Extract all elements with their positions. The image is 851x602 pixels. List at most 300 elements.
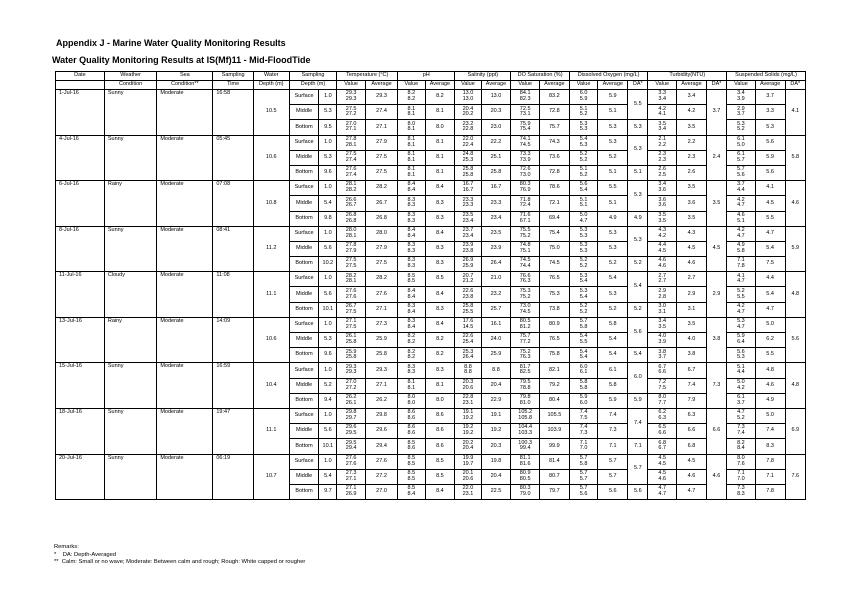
turbidity-values bbox=[648, 120, 677, 135]
ss-values-1: 5.7 bbox=[737, 166, 745, 173]
do-average: 5.4 bbox=[598, 348, 628, 363]
temp-values-2: 27.5 bbox=[345, 308, 357, 315]
ss-values bbox=[727, 226, 756, 241]
do-average: 5.1 bbox=[598, 105, 628, 120]
ph-values-1: 8.1 bbox=[407, 135, 416, 142]
salinity-values-1: 23.3 bbox=[462, 196, 474, 203]
salinity-values-1: 24.8 bbox=[462, 151, 474, 158]
ss-values-1: 7.1 bbox=[737, 470, 745, 477]
ss-values-1: 7.1 bbox=[737, 257, 745, 264]
do-values bbox=[569, 363, 598, 378]
ss-values-1: 5.3 bbox=[737, 318, 745, 325]
do-da-cell: 5.6 bbox=[628, 484, 648, 499]
salinity-values-1: 23.2 bbox=[462, 120, 474, 127]
turbidity-values-1: 3.5 bbox=[658, 211, 667, 218]
header-do-da: DA* bbox=[628, 81, 648, 90]
sampling-depth-cell: 9.4 bbox=[319, 393, 337, 408]
salinity-values bbox=[455, 287, 481, 302]
do-values bbox=[569, 424, 598, 439]
header-ss-da: DA* bbox=[785, 81, 805, 90]
weather-cell: Sunny bbox=[104, 454, 156, 500]
salinity-values-2: 25.5 bbox=[462, 308, 474, 315]
dos-values-2: 73.0 bbox=[519, 172, 531, 179]
dos-values-2: 80.5 bbox=[519, 475, 531, 482]
dos-values-2: 76.3 bbox=[519, 278, 531, 285]
turbidity-values-1: 6.2 bbox=[658, 409, 667, 416]
table-row bbox=[56, 135, 806, 150]
turbidity-values bbox=[648, 439, 677, 454]
ss-values-1: 4.2 bbox=[737, 302, 745, 309]
turbidity-values-1: 3.6 bbox=[658, 196, 667, 203]
temp-values-2: 29.3 bbox=[345, 369, 357, 376]
turbidity-da-cell: 2.4 bbox=[706, 135, 726, 181]
temp-average: 27.3 bbox=[365, 317, 397, 332]
ph-values-2: 8.1 bbox=[407, 111, 416, 118]
temp-values-2: 27.2 bbox=[345, 111, 357, 118]
dos-values-2: 79.0 bbox=[519, 490, 531, 497]
sea-cell: Moderate bbox=[157, 90, 213, 136]
ss-values bbox=[727, 302, 756, 317]
ph-values-2: 8.4 bbox=[407, 187, 416, 194]
do-values bbox=[569, 287, 598, 302]
temp-values bbox=[337, 378, 366, 393]
header-tu-da: DA* bbox=[706, 81, 726, 90]
ss-values bbox=[727, 317, 756, 332]
sampling-depth-cell: 1.0 bbox=[319, 181, 337, 196]
turbidity-values bbox=[648, 408, 677, 423]
do-average: 5.4 bbox=[598, 333, 628, 348]
salinity-values-2: 25.9 bbox=[462, 263, 474, 270]
water-depth-cell: 10.8 bbox=[253, 181, 289, 227]
temp-average: 29.6 bbox=[365, 424, 397, 439]
ph-values bbox=[398, 363, 425, 378]
ss-values bbox=[727, 424, 756, 439]
temp-values-2: 27.5 bbox=[345, 263, 357, 270]
do-values-1: 5.3 bbox=[579, 120, 588, 127]
dos-values-1: 100.3 bbox=[518, 439, 533, 446]
ph-values-2: 8.6 bbox=[407, 430, 416, 437]
level-cell: Middle bbox=[289, 105, 319, 120]
salinity-values bbox=[455, 408, 481, 423]
ss-values-2: 3.9 bbox=[737, 96, 745, 103]
level-cell: Bottom bbox=[289, 439, 319, 454]
ss-values-2: 4.7 bbox=[737, 232, 745, 239]
ph-values bbox=[398, 378, 425, 393]
do-values-1: 5.0 bbox=[579, 211, 588, 218]
salinity-values-1: 26.9 bbox=[462, 257, 474, 264]
temp-values bbox=[337, 363, 366, 378]
sampling-depth-cell: 9.6 bbox=[319, 165, 337, 180]
sampling-depth-cell: 5.4 bbox=[319, 196, 337, 211]
dos-values-1: 72.5 bbox=[519, 105, 531, 112]
temp-values-1: 28.0 bbox=[345, 227, 357, 234]
water-depth-cell: 11.1 bbox=[253, 272, 289, 318]
temp-values bbox=[337, 317, 366, 332]
ss-values-2: 4.7 bbox=[737, 202, 745, 209]
temp-values bbox=[337, 393, 366, 408]
header-condition-note: Condition** bbox=[157, 81, 213, 90]
time-cell: 16:59 bbox=[213, 363, 254, 409]
turbidity-values-2: 3.6 bbox=[658, 202, 667, 209]
level-cell: Middle bbox=[289, 287, 319, 302]
ph-values-1: 8.5 bbox=[407, 470, 416, 477]
ss-values bbox=[727, 120, 756, 135]
do-values-2: 5.3 bbox=[579, 232, 588, 239]
sea-cell: Moderate bbox=[157, 408, 213, 454]
do-da-cell: 5.2 bbox=[628, 257, 648, 272]
ss-values bbox=[727, 469, 756, 484]
sampling-depth-cell: 5.3 bbox=[319, 150, 337, 165]
salinity-values-1: 23.9 bbox=[462, 242, 474, 249]
level-cell: Bottom bbox=[289, 302, 319, 317]
sampling-depth-cell: 1.0 bbox=[319, 272, 337, 287]
ss-da-cell: 5.9 bbox=[785, 226, 805, 272]
temp-values-1: 26.6 bbox=[345, 196, 357, 203]
do-values-1: 5.8 bbox=[579, 378, 588, 385]
level-cell: Middle bbox=[289, 196, 319, 211]
dos-average: 75.0 bbox=[539, 241, 569, 256]
dos-values-1: 84.1 bbox=[519, 90, 531, 97]
temp-values-1: 26.2 bbox=[345, 394, 357, 401]
level-cell: Middle bbox=[289, 469, 319, 484]
ss-values-2: 4.7 bbox=[737, 278, 745, 285]
dos-values-2: 75.4 bbox=[519, 126, 531, 133]
ph-average: 8.2 bbox=[425, 348, 455, 363]
turbidity-values-2: 2.8 bbox=[658, 293, 667, 300]
header-dos-average: Average bbox=[539, 81, 569, 90]
dos-values-2: 73.9 bbox=[519, 156, 531, 163]
turbidity-values bbox=[648, 302, 677, 317]
salinity-values bbox=[455, 378, 481, 393]
salinity-average: 25.1 bbox=[481, 150, 511, 165]
ph-values-1: 8.3 bbox=[407, 318, 416, 325]
turbidity-values-2: 7.7 bbox=[658, 399, 667, 406]
turbidity-average: 6.6 bbox=[677, 424, 707, 439]
ss-values bbox=[727, 181, 756, 196]
dos-average: 72.8 bbox=[539, 165, 569, 180]
header-row-1 bbox=[56, 72, 806, 81]
table-row bbox=[56, 226, 806, 241]
ss-values-2: 4.4 bbox=[737, 187, 745, 194]
turbidity-values-1: 3.8 bbox=[658, 348, 667, 355]
turbidity-average: 2.9 bbox=[677, 287, 707, 302]
dos-values bbox=[511, 135, 540, 150]
salinity-values-1: 25.3 bbox=[462, 348, 474, 355]
do-da-cell: 7.4 bbox=[628, 408, 648, 438]
do-values-2: 5.3 bbox=[579, 247, 588, 254]
ph-values-1: 8.1 bbox=[407, 378, 416, 385]
header-water: Water bbox=[253, 72, 289, 81]
ph-average: 8.3 bbox=[425, 211, 455, 226]
ss-average: 4.8 bbox=[755, 363, 785, 378]
ss-values bbox=[727, 272, 756, 287]
turbidity-values bbox=[648, 211, 677, 226]
turbidity-values bbox=[648, 484, 677, 499]
sampling-depth-cell: 1.0 bbox=[319, 363, 337, 378]
salinity-values-1: 19.9 bbox=[462, 454, 474, 461]
salinity-average: 23.0 bbox=[481, 120, 511, 135]
do-values bbox=[569, 150, 598, 165]
turbidity-da-cell: 7.3 bbox=[706, 363, 726, 409]
salinity-average: 26.4 bbox=[481, 257, 511, 272]
do-da-cell: 5.3 bbox=[628, 120, 648, 135]
do-values-2: 6.1 bbox=[579, 369, 588, 376]
temp-values bbox=[337, 439, 366, 454]
do-values-2: 5.6 bbox=[579, 490, 588, 497]
dos-average: 83.2 bbox=[539, 90, 569, 105]
temp-average: 27.9 bbox=[365, 241, 397, 256]
turbidity-values-2: 6.3 bbox=[658, 415, 667, 422]
ss-da-cell: 5.6 bbox=[785, 317, 805, 363]
level-cell: Middle bbox=[289, 424, 319, 439]
salinity-values-2: 13.0 bbox=[462, 96, 474, 103]
ph-values bbox=[398, 165, 425, 180]
table-row bbox=[56, 363, 806, 378]
temp-average: 29.4 bbox=[365, 439, 397, 454]
ph-values-2: 8.3 bbox=[407, 217, 416, 224]
dos-values-1: 75.2 bbox=[519, 348, 531, 355]
temp-values-1: 27.5 bbox=[345, 257, 357, 264]
temp-values-1: 26.8 bbox=[345, 211, 357, 218]
turbidity-values bbox=[648, 135, 677, 150]
do-average: 5.3 bbox=[598, 120, 628, 135]
do-values bbox=[569, 241, 598, 256]
temp-values-1: 29.3 bbox=[345, 363, 357, 370]
ph-average: 8.3 bbox=[425, 196, 455, 211]
turbidity-average: 4.3 bbox=[677, 226, 707, 241]
ph-average: 8.6 bbox=[425, 424, 455, 439]
temp-values-2: 29.3 bbox=[345, 96, 357, 103]
level-cell: Bottom bbox=[289, 484, 319, 499]
sea-cell: Moderate bbox=[157, 454, 213, 500]
ph-average: 8.3 bbox=[425, 257, 455, 272]
temp-values bbox=[337, 120, 366, 135]
dos-average: 103.9 bbox=[539, 424, 569, 439]
time-cell: 16:58 bbox=[213, 90, 254, 136]
ss-values-1: 7.3 bbox=[737, 485, 745, 492]
salinity-average: 19.2 bbox=[481, 424, 511, 439]
ph-values-1: 8.2 bbox=[407, 348, 416, 355]
header-tu-value: Value bbox=[648, 81, 677, 90]
ph-values-1: 8.2 bbox=[407, 333, 416, 340]
do-values-1: 5.1 bbox=[579, 105, 588, 112]
ph-values-2: 8.1 bbox=[407, 384, 416, 391]
sampling-depth-cell: 1.0 bbox=[319, 317, 337, 332]
temp-average: 25.9 bbox=[365, 333, 397, 348]
ss-average: 5.6 bbox=[755, 135, 785, 150]
turbidity-values bbox=[648, 196, 677, 211]
ss-average: 4.1 bbox=[755, 181, 785, 196]
ph-values-2: 8.5 bbox=[407, 460, 416, 467]
level-cell: Surface bbox=[289, 181, 319, 196]
ss-values-1: 6.1 bbox=[737, 151, 745, 158]
temp-values-1: 25.9 bbox=[345, 348, 357, 355]
do-values-2: 5.7 bbox=[579, 475, 588, 482]
turbidity-average: 4.5 bbox=[677, 241, 707, 256]
temp-values bbox=[337, 272, 366, 287]
do-values bbox=[569, 439, 598, 454]
ss-average: 7.8 bbox=[755, 484, 785, 499]
ss-values-1: 4.2 bbox=[737, 227, 745, 234]
turbidity-average: 4.6 bbox=[677, 257, 707, 272]
ss-values bbox=[727, 393, 756, 408]
do-da-cell: 7.1 bbox=[628, 439, 648, 454]
temp-average: 27.1 bbox=[365, 378, 397, 393]
turbidity-average: 3.6 bbox=[677, 196, 707, 211]
dos-average: 81.4 bbox=[539, 454, 569, 469]
ph-average: 8.6 bbox=[425, 439, 455, 454]
ss-average: 4.7 bbox=[755, 302, 785, 317]
do-average: 5.8 bbox=[598, 378, 628, 393]
level-cell: Surface bbox=[289, 363, 319, 378]
do-average: 5.7 bbox=[598, 469, 628, 484]
dos-values bbox=[511, 226, 540, 241]
do-values bbox=[569, 165, 598, 180]
do-values-2: 7.0 bbox=[579, 445, 588, 452]
salinity-values-2: 8.8 bbox=[464, 369, 472, 376]
header-blank bbox=[56, 81, 105, 90]
level-cell: Surface bbox=[289, 454, 319, 469]
temp-values-2: 28.1 bbox=[345, 278, 357, 285]
do-values-2: 5.8 bbox=[579, 323, 588, 330]
time-cell: 07:08 bbox=[213, 181, 254, 227]
salinity-values bbox=[455, 348, 481, 363]
do-values bbox=[569, 484, 598, 499]
temp-values bbox=[337, 181, 366, 196]
sampling-depth-cell: 10.2 bbox=[319, 257, 337, 272]
ph-values bbox=[398, 287, 425, 302]
salinity-values-1: 17.6 bbox=[462, 318, 474, 325]
ph-values-1: 8.2 bbox=[407, 90, 416, 97]
dos-values bbox=[511, 302, 540, 317]
salinity-average: 23.2 bbox=[481, 287, 511, 302]
do-values-2: 5.1 bbox=[579, 202, 588, 209]
salinity-values bbox=[455, 165, 481, 180]
ph-values-1: 8.3 bbox=[407, 211, 416, 218]
ss-values-1: 5.6 bbox=[737, 348, 745, 355]
sampling-depth-cell: 9.8 bbox=[319, 211, 337, 226]
ph-values bbox=[398, 272, 425, 287]
temp-average: 26.7 bbox=[365, 196, 397, 211]
salinity-values bbox=[455, 90, 481, 105]
header-tu-average: Average bbox=[677, 81, 707, 90]
do-values bbox=[569, 272, 598, 287]
ph-values bbox=[398, 226, 425, 241]
ph-average: 8.1 bbox=[425, 135, 455, 150]
ss-values-2: 4.7 bbox=[737, 323, 745, 330]
ss-average: 5.0 bbox=[755, 408, 785, 423]
do-values-2: 5.2 bbox=[579, 111, 588, 118]
header-temp-average: Average bbox=[365, 81, 397, 90]
header-sal-value: Value bbox=[455, 81, 481, 90]
sampling-depth-cell: 5.3 bbox=[319, 105, 337, 120]
salinity-average: 23.5 bbox=[481, 226, 511, 241]
ph-values-1: 8.1 bbox=[407, 166, 416, 173]
temp-values-1: 27.5 bbox=[345, 151, 357, 158]
salinity-values-1: 22.8 bbox=[462, 394, 474, 401]
level-cell: Surface bbox=[289, 408, 319, 423]
dos-values-1: 105.2 bbox=[518, 409, 533, 416]
temp-values-2: 26.8 bbox=[345, 217, 357, 224]
do-da-cell: 5.4 bbox=[628, 272, 648, 302]
level-cell: Surface bbox=[289, 90, 319, 105]
temp-values bbox=[337, 287, 366, 302]
salinity-values-2: 22.8 bbox=[462, 126, 474, 133]
salinity-values-2: 25.3 bbox=[462, 156, 474, 163]
ss-average: 5.5 bbox=[755, 211, 785, 226]
dos-values bbox=[511, 196, 540, 211]
turbidity-values-1: 4.5 bbox=[658, 454, 667, 461]
turbidity-values-2: 6.6 bbox=[658, 369, 667, 376]
ss-values-2: 7.0 bbox=[737, 475, 745, 482]
dos-values-2: 77.2 bbox=[519, 339, 531, 346]
dos-values bbox=[511, 363, 540, 378]
turbidity-values bbox=[648, 393, 677, 408]
ph-values bbox=[398, 196, 425, 211]
sampling-depth-cell: 9.7 bbox=[319, 484, 337, 499]
dos-values-2: 76.9 bbox=[519, 187, 531, 194]
salinity-values bbox=[455, 363, 481, 378]
time-cell: 14:09 bbox=[213, 317, 254, 363]
turbidity-values bbox=[648, 333, 677, 348]
temp-average: 27.6 bbox=[365, 454, 397, 469]
temp-average: 27.0 bbox=[365, 484, 397, 499]
turbidity-values-2: 4.5 bbox=[658, 460, 667, 467]
header-date: Date bbox=[56, 72, 105, 81]
turbidity-values bbox=[648, 363, 677, 378]
turbidity-values-2: 6.7 bbox=[658, 445, 667, 452]
turbidity-values bbox=[648, 454, 677, 469]
ss-values-1: 6.1 bbox=[737, 394, 745, 401]
date-cell: 13-Jul-16 bbox=[56, 317, 105, 363]
level-cell: Middle bbox=[289, 150, 319, 165]
level-cell: Surface bbox=[289, 317, 319, 332]
salinity-average: 20.4 bbox=[481, 378, 511, 393]
ph-values-1: 8.3 bbox=[407, 242, 416, 249]
level-cell: Bottom bbox=[289, 393, 319, 408]
remark-text: Calm: Small or no wave; Moderate: Between calm and rough; Rough: White capped or rougher bbox=[61, 559, 306, 565]
ss-average: 4.9 bbox=[755, 393, 785, 408]
dos-values-2: 75.2 bbox=[519, 232, 531, 239]
header-depth-m: Depth (m) bbox=[289, 81, 337, 90]
salinity-values-2: 23.8 bbox=[462, 247, 474, 254]
turbidity-values-1: 4.5 bbox=[658, 470, 667, 477]
ph-average: 8.0 bbox=[425, 120, 455, 135]
do-values-2: 5.4 bbox=[579, 187, 588, 194]
temp-average: 27.1 bbox=[365, 120, 397, 135]
temp-values-2: 27.4 bbox=[345, 156, 357, 163]
do-values-1: 5.1 bbox=[579, 166, 588, 173]
temp-values bbox=[337, 257, 366, 272]
turbidity-values-1: 4.0 bbox=[658, 333, 667, 340]
turbidity-da-cell: 4.5 bbox=[706, 226, 726, 272]
header-condition: Condition bbox=[104, 81, 156, 90]
level-cell: Middle bbox=[289, 378, 319, 393]
temp-values-2: 29.4 bbox=[345, 445, 357, 452]
weather-cell: Cloudy bbox=[104, 272, 156, 318]
ph-values-2: 8.1 bbox=[407, 141, 416, 148]
temp-values bbox=[337, 105, 366, 120]
temp-values-1: 27.5 bbox=[345, 105, 357, 112]
turbidity-average: 3.4 bbox=[677, 90, 707, 105]
do-average: 5.8 bbox=[598, 317, 628, 332]
ph-average: 8.6 bbox=[425, 408, 455, 423]
ph-values-1: 8.5 bbox=[407, 485, 416, 492]
dos-values-1: 80.5 bbox=[519, 318, 531, 325]
dos-average: 69.4 bbox=[539, 211, 569, 226]
dos-values-2: 75.1 bbox=[519, 247, 531, 254]
turbidity-values-1: 2.7 bbox=[658, 272, 667, 279]
